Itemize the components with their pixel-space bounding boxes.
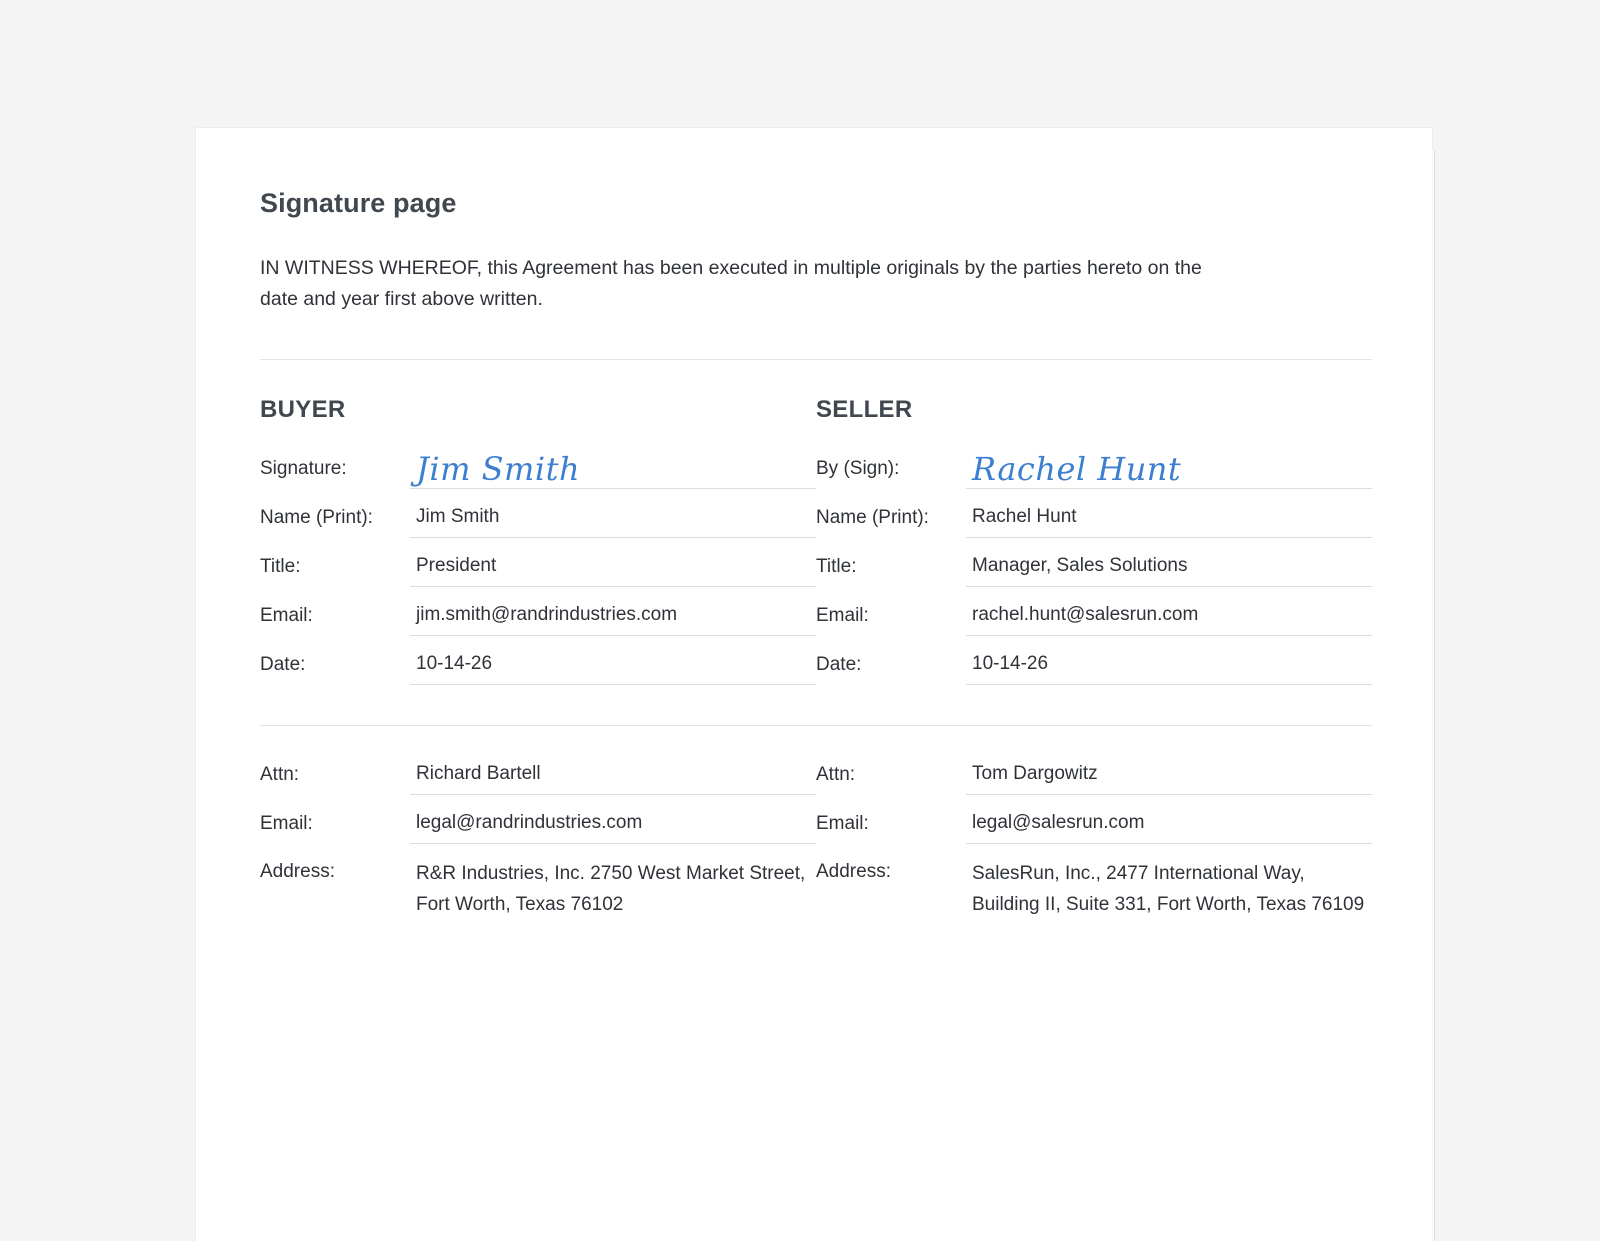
seller-notice-email-field[interactable]: legal@salesrun.com xyxy=(966,809,1372,844)
buyer-date-row xyxy=(260,650,816,685)
document-page xyxy=(196,128,1432,1241)
seller-column xyxy=(816,396,1372,934)
buyer-title-row xyxy=(260,552,816,587)
buyer-signature-field[interactable]: Jim Smith xyxy=(410,452,816,489)
seller-signature-label: By (Sign): xyxy=(816,458,900,479)
seller-name-label: Name (Print): xyxy=(816,507,929,528)
buyer-address-label: Address: xyxy=(260,861,335,882)
buyer-divider xyxy=(260,725,816,726)
seller-email-field[interactable]: rachel.hunt@salesrun.com xyxy=(966,601,1372,636)
document-content xyxy=(260,188,1372,934)
page-title: Signature page xyxy=(260,188,457,218)
buyer-notice-email-field[interactable]: legal@randrindustries.com xyxy=(410,809,816,844)
seller-signature-row xyxy=(816,452,1372,489)
seller-address-label: Address: xyxy=(816,861,891,882)
signature-columns xyxy=(260,396,1372,934)
buyer-title-label: Title: xyxy=(260,556,301,577)
seller-attn-field[interactable]: Tom Dargowitz xyxy=(966,760,1372,795)
buyer-name-row xyxy=(260,503,816,538)
seller-title-field[interactable]: Manager, Sales Solutions xyxy=(966,552,1372,587)
seller-email-label: Email: xyxy=(816,605,869,626)
buyer-email-field[interactable]: jim.smith@randrindustries.com xyxy=(410,601,816,636)
seller-signature-field[interactable]: Rachel Hunt xyxy=(966,452,1372,489)
buyer-heading: BUYER xyxy=(260,396,346,423)
buyer-date-field[interactable]: 10-14-26 xyxy=(410,650,816,685)
seller-heading: SELLER xyxy=(816,396,913,423)
buyer-notice-email-label: Email: xyxy=(260,813,313,834)
buyer-attn-label: Attn: xyxy=(260,764,300,785)
buyer-date-label: Date: xyxy=(260,654,306,675)
buyer-attn-field[interactable]: Richard Bartell xyxy=(410,760,816,795)
buyer-notice-email-row xyxy=(260,809,816,844)
seller-divider xyxy=(816,725,1372,726)
buyer-attn-row xyxy=(260,760,816,795)
seller-name-field[interactable]: Rachel Hunt xyxy=(966,503,1372,538)
seller-notice-email-row xyxy=(816,809,1372,844)
seller-date-label: Date: xyxy=(816,654,862,675)
seller-title-label: Title: xyxy=(816,556,857,577)
buyer-address-field[interactable]: R&R Industries, Inc. 2750 West Market Street, Fort Worth, Texas 76102 xyxy=(416,863,806,915)
buyer-name-label: Name (Print): xyxy=(260,507,373,528)
seller-date-row xyxy=(816,650,1372,685)
buyer-column xyxy=(260,396,816,934)
buyer-email-row xyxy=(260,601,816,636)
seller-address-field[interactable]: SalesRun, Inc., 2477 International Way, Building II, Suite 331, Fort Worth, Texas 76109 xyxy=(972,863,1365,915)
buyer-name-field[interactable]: Jim Smith xyxy=(410,503,816,538)
seller-attn-row xyxy=(816,760,1372,795)
buyer-email-label: Email: xyxy=(260,605,313,626)
seller-name-row xyxy=(816,503,1372,538)
seller-address-row xyxy=(816,858,1372,920)
buyer-title-field[interactable]: President xyxy=(410,552,816,587)
seller-title-row xyxy=(816,552,1372,587)
divider-top xyxy=(260,359,1372,360)
seller-date-field[interactable]: 10-14-26 xyxy=(966,650,1372,685)
seller-notice-email-label: Email: xyxy=(816,813,869,834)
buyer-signature-row xyxy=(260,452,816,489)
buyer-signature-label: Signature: xyxy=(260,458,347,479)
witness-paragraph: IN WITNESS WHEREOF, this Agreement has been executed in multiple originals by the parties hereto on the date and year first above written. xyxy=(260,257,1202,310)
buyer-address-row xyxy=(260,858,816,920)
seller-email-row xyxy=(816,601,1372,636)
seller-attn-label: Attn: xyxy=(816,764,856,785)
